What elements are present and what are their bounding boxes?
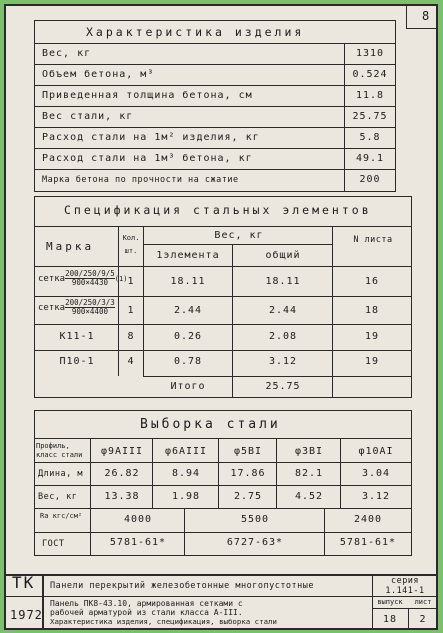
specification-title: Спецификация стальных элементов xyxy=(64,203,372,217)
spec-row-1-qty: 1 xyxy=(127,276,135,287)
page-number-border-bottom xyxy=(406,28,438,29)
drawing-sheet xyxy=(4,4,438,630)
steel-weight-label: Вес, кг xyxy=(38,492,78,502)
spec-row-2-elem: 2.44 xyxy=(173,305,203,316)
steel-gost-2: 5781-61* xyxy=(339,537,397,548)
spec-row-2-mark: сетка $\frac{200/250/3/3}{900\times 4400}$ xyxy=(38,298,115,316)
steel-length-3: 82.1 xyxy=(294,468,324,479)
char-value-4: 5.8 xyxy=(359,132,381,143)
steel-length-1: 8.94 xyxy=(171,468,201,479)
steel-ra-label: Ra кгс/см² xyxy=(40,512,83,520)
page-number-border xyxy=(406,6,407,28)
tb-sheet-value: 2 xyxy=(419,614,427,625)
char-value-1: 0.524 xyxy=(352,69,388,80)
spec-row-4-sheet: 19 xyxy=(364,356,380,367)
spec-row-4-qty: 4 xyxy=(127,356,135,367)
spec-row-3-total: 2.08 xyxy=(268,331,298,342)
steel-length-0: 26.82 xyxy=(104,468,140,479)
steel-length-4: 3.04 xyxy=(361,468,391,479)
spec-col-sheet: N листа xyxy=(353,235,393,245)
tb-year: 1972 xyxy=(10,608,43,622)
steel-gost-0: 5781-61* xyxy=(109,537,167,548)
steel-weight-4: 3.12 xyxy=(361,491,391,502)
steel-col-4: φ10АI xyxy=(358,446,394,457)
char-label-0: Вес, кг xyxy=(42,48,92,59)
tb-line3: рабочей арматурой из стали класса А-III. xyxy=(50,608,243,617)
spec-row-3-mark: К11-1 xyxy=(59,331,95,342)
steel-gost-label: ГОСТ xyxy=(42,539,65,549)
steel-col-2: φ5BI xyxy=(233,446,263,457)
char-label-3: Вес стали, кг xyxy=(42,111,134,122)
spec-row-4-total: 3.12 xyxy=(268,356,298,367)
tb-org: ТК xyxy=(12,573,36,592)
spec-row-2-qty: 1 xyxy=(127,305,135,316)
spec-total-value: 25.75 xyxy=(265,381,301,392)
spec-row-3-elem: 0.26 xyxy=(173,331,203,342)
spec-row-1-mark: сетка $\frac{200/250/9/5}{900\times 4430}(1)$ xyxy=(38,269,128,287)
steel-weight-2: 2.75 xyxy=(233,491,263,502)
tb-series-value: 1.141-1 xyxy=(385,586,425,596)
spec-row-3-sheet: 19 xyxy=(364,331,380,342)
spec-row-1-total: 18.11 xyxy=(265,276,301,287)
steel-col-0: φ9АIII xyxy=(100,446,144,457)
spec-col-total: общий xyxy=(265,250,301,261)
steel-ra-0: 4000 xyxy=(123,514,153,525)
spec-col-qty: Кол. шт. xyxy=(122,234,140,255)
characteristics-title: Характеристика изделия xyxy=(86,25,305,39)
char-value-2: 11.8 xyxy=(355,90,385,101)
tb-issue-value: 18 xyxy=(382,614,398,625)
steel-col-1: φ6АIII xyxy=(164,446,208,457)
spec-row-1-elem: 18.11 xyxy=(170,276,206,287)
spec-col-element: 1элемента xyxy=(156,250,220,261)
tb-sheet-label: лист xyxy=(414,598,432,606)
spec-total-label: Итого xyxy=(170,381,206,392)
page-number: 8 xyxy=(422,9,431,23)
steel-ra-1: 5500 xyxy=(240,514,270,525)
tb-line1: Панели перекрытий железобетонные многопустотные xyxy=(50,581,315,591)
char-label-2: Приведенная толщина бетона, см xyxy=(42,90,253,101)
spec-row-2-sheet: 18 xyxy=(364,305,380,316)
steel-gost-1: 6727-63* xyxy=(226,537,284,548)
steel-weight-1: 1.98 xyxy=(171,491,201,502)
tb-series-label: серия xyxy=(390,576,420,586)
char-value-0: 1310 xyxy=(355,48,385,59)
tb-issue-label: выпуск xyxy=(377,598,403,606)
spec-row-4-elem: 0.78 xyxy=(173,356,203,367)
steel-length-label: Длина, м xyxy=(38,469,83,479)
char-value-5: 49.1 xyxy=(355,153,385,164)
char-value-3: 25.75 xyxy=(352,111,388,122)
char-label-4: Расход стали на 1м² изделия, кг xyxy=(42,132,260,143)
spec-row-1-sheet: 16 xyxy=(364,276,380,287)
steel-weight-3: 4.52 xyxy=(294,491,324,502)
char-label-6: Марка бетона по прочности на сжатие xyxy=(42,175,239,185)
tb-line2: Панель ПК8-43.10, армированная сетками с xyxy=(50,599,243,608)
steel-header-label: Профиль, класс стали xyxy=(36,442,83,459)
spec-col-mark: Марка xyxy=(46,240,95,253)
steel-weight-0: 13.38 xyxy=(104,491,140,502)
spec-row-2-total: 2.44 xyxy=(268,305,298,316)
steel-length-2: 17.86 xyxy=(230,468,266,479)
steel-title: Выборка стали xyxy=(140,417,281,432)
spec-col-weight: Вес, кг xyxy=(214,230,264,241)
char-label-1: Объем бетона, м³ xyxy=(42,69,155,80)
tb-line4: Характеристика изделия, спецификация, выборка стали xyxy=(50,617,277,626)
char-label-5: Расход стали на 1м³ бетона, кг xyxy=(42,153,253,164)
steel-col-3: φ3BI xyxy=(294,446,324,457)
char-value-6: 200 xyxy=(359,174,381,185)
steel-ra-2: 2400 xyxy=(353,514,383,525)
spec-row-3-qty: 8 xyxy=(127,331,135,342)
spec-row-4-mark: П10-1 xyxy=(59,356,95,367)
